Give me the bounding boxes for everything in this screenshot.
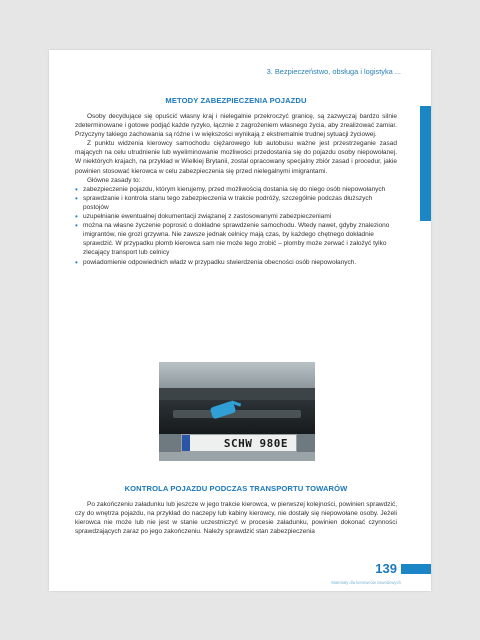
running-head: 3. Bezpieczeństwo, obsługa i logistyka ... bbox=[266, 67, 401, 76]
rules-list bbox=[75, 185, 397, 267]
paragraph: Po zakończeniu załadunku lub jeszcze w jego trakcie kierowca, w pierwszej kolejności, powinien sprawdzić, czy do wnętrza pojazdu, na przykład do naczepy lub kabiny kierowcy, nie dostały się niepowołane osoby. Jeżeli kierowca nie może lub nie jest w stanie uczestniczyć w procesie załadunku, powinien dokonać czynności sprawdzających zaraz po jego zakończeniu. Należy sprawdzić stan zabezpieczenia bbox=[75, 501, 397, 536]
document-page bbox=[49, 50, 431, 591]
photo-trailer-body bbox=[159, 362, 315, 388]
section-title: KONTROLA POJAZDU PODCZAS TRANSPORTU TOWARÓW bbox=[124, 484, 348, 493]
page-number: 139 bbox=[375, 561, 397, 576]
plate-text: SCHW 980E bbox=[223, 437, 288, 450]
section-transport-control bbox=[75, 484, 397, 536]
photo-bottom bbox=[159, 452, 315, 461]
paragraph: Z punktu widzenia kierowcy samochodu ciężarowego lub autobusu ważne jest przestrzeganie zasad mających na celu utrudnienie lub wyeliminowanie możliwości przedostania się do pojazdu osoby niepowołanej. W niektórych krajach, na przykład w Wielkiej Brytanii, został opracowany specjalny zbiór zasad i procedur, jakie powinien stosować kierowca w celu zabezpieczenia się przed nielegalnymi imigrantami. bbox=[75, 140, 397, 175]
paragraph: Osoby decydujące się opuścić własny kraj i nielegalnie przekroczyć granicę, są zazwyczaj bardzo silnie zdeterminowane i gotowe podjąć każde ryzyko, łącznie z zagrożeniem własnego życia, aby zrealizować zamiar. Przyczyny takiego zachowania są różne i w większości wynikają z ekstremalnie trudnej sytuacji życiowej. bbox=[75, 113, 397, 139]
license-plate bbox=[181, 434, 297, 452]
photo-trailer-band bbox=[159, 388, 315, 400]
list-item: • można na własne życzenie poprosić o dokładne sprawdzenie samochodu. Wtedy nawet, gdyby znaleziono imigrantów, nie grozi grzywna. Nie zawsze jednak celnicy mają czas, by każdego chętnego dokładnie sprawdzić. W przypadku plomb kierowca sam nie może tego zrobić – plomby może zerwać i założyć tylko zlecający transport lub celnicy bbox=[75, 221, 397, 257]
chapter-side-tab bbox=[420, 106, 431, 221]
footer-text: Materiały dla kierowców zawodowych bbox=[331, 580, 401, 585]
photo-bar bbox=[173, 410, 301, 418]
list-item: • uzupełnianie ewentualnej dokumentacji związanej z zastosowanymi zabezpieczeniami bbox=[75, 212, 397, 221]
paragraph: Główne zasady to: bbox=[87, 176, 141, 184]
section-vehicle-security bbox=[75, 96, 397, 267]
truck-seal-photo bbox=[159, 362, 315, 461]
section-title: METODY ZABEZPIECZENIA POJAZDU bbox=[165, 96, 307, 105]
list-item: • zabezpieczenie pojazdu, którym kierujemy, przed możliwością dostania się do niego osób niepowołanych bbox=[75, 185, 397, 194]
page-number-bar bbox=[401, 564, 431, 574]
plate-eu-strip bbox=[182, 435, 190, 451]
list-item: • sprawdzanie i kontrola stanu tego zabezpieczenia w trakcie podróży, szczególnie podczas dłuższych postojów bbox=[75, 194, 397, 212]
list-item: • powiadomienie odpowiednich władz w przypadku stwierdzenia obecności osób niepowołanych. bbox=[75, 258, 397, 267]
